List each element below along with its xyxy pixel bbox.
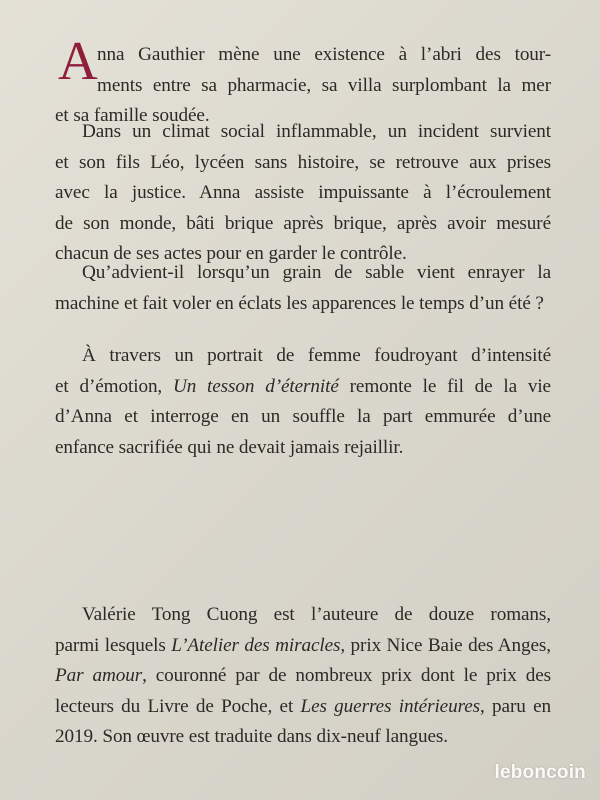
text-run: parmi lesquels [55, 634, 172, 656]
text-run: remonte le fil de la vie [338, 375, 551, 397]
drop-cap: A [58, 30, 98, 91]
text-line: d’Anna et interroge en un souffle la part emmurée d’une [55, 406, 551, 427]
text-line: machine et fait voler en éclats les apparences le temps d’un été ? [55, 292, 544, 314]
book-title: Par amour [55, 665, 143, 686]
text-line: et sa famille soudée. [55, 105, 210, 126]
text-line: chacun de ses actes pour en garder le contrôle. [55, 243, 407, 264]
text-line: Qu’advient-il lorsqu’un grain de sable vient enrayer la [82, 262, 551, 283]
leboncoin-watermark: leboncoin [494, 762, 586, 783]
text-line: avec la justice. Anna assiste impuissante à l’écroulement [55, 182, 551, 203]
paragraph-question [55, 258, 551, 319]
text-line: 2019. Son œuvre est traduite dans dix-neuf langues. [55, 726, 448, 747]
text-run: , paru en [480, 695, 551, 717]
text-line: Valérie Tong Cuong est l’auteure de douze romans, [82, 604, 551, 625]
text-line: enfance sacrifiée qui ne devait jamais rejaillir. [55, 436, 404, 458]
book-title: L’Atelier des miracles [171, 634, 341, 656]
text-line [55, 631, 551, 662]
text-run: et d’émotion, [55, 375, 173, 397]
paragraph-portrait [55, 341, 551, 463]
text-run: , prix Nice Baie des Anges, [340, 634, 551, 656]
text-line: et son fils Léo, lycéen sans histoire, se retrouve aux prises [55, 151, 551, 173]
text-run: lecteurs du Livre de Poche, et [55, 695, 301, 717]
text-run: , couronné par de nombreux prix dont le prix des [142, 665, 551, 686]
text-line [55, 692, 551, 723]
text-line: nna Gauthier mène une existence à l’abri des tour- [97, 44, 551, 65]
book-title: Les guerres intérieures [300, 695, 481, 717]
text-line: de son monde, bâti brique après brique, après avoir mesuré [55, 212, 551, 234]
author-bio [55, 600, 551, 753]
book-title: Un tesson d’éternité [172, 375, 339, 397]
text-line [55, 661, 551, 692]
text-line [55, 372, 551, 403]
text-line: À travers un portrait de femme foudroyant d’intensité [82, 345, 551, 366]
paragraph-incident [55, 117, 551, 270]
text-line: Dans un climat social inflammable, un incident survient [82, 121, 551, 142]
text-line: ments entre sa pharmacie, sa villa surplombant la mer [97, 74, 551, 96]
